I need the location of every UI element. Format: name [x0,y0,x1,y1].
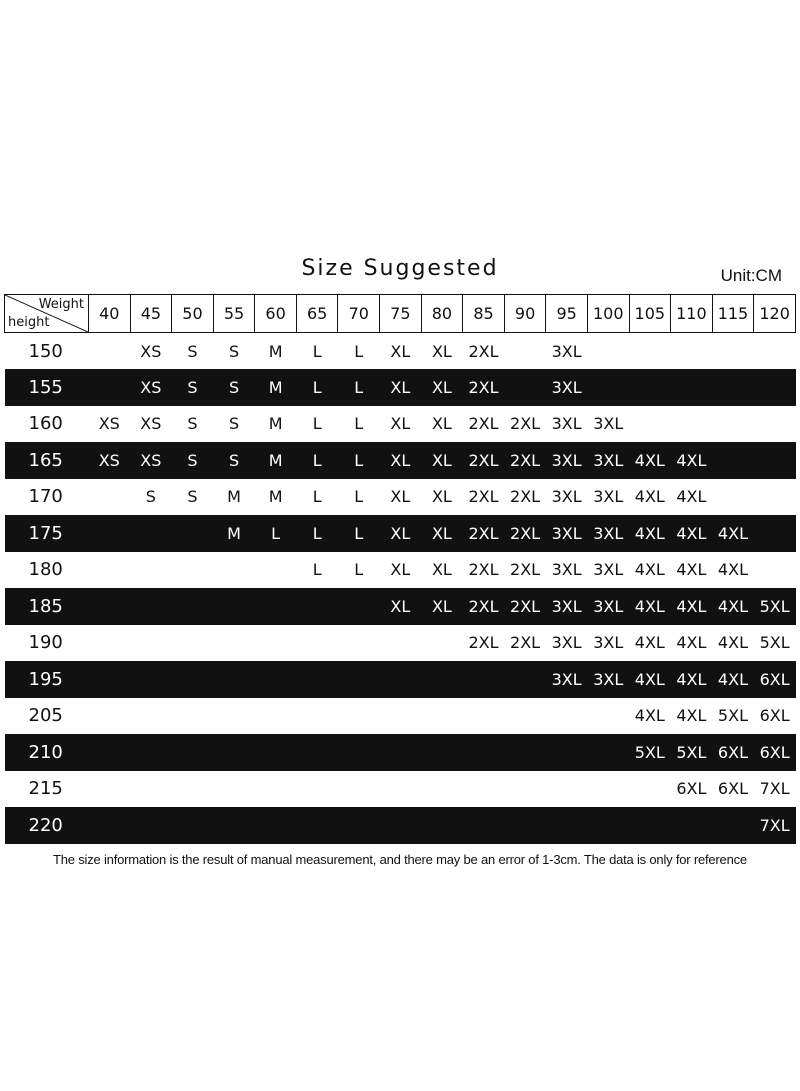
size-cell: L [312,450,322,470]
height-cell: 165 [28,449,63,471]
size-cell: S [228,377,240,397]
size-rows [5,333,796,844]
size-cell: 4XL [676,706,707,726]
size-cell: L [312,487,322,507]
size-cell: XL [390,523,411,543]
size-cell: S [228,414,240,434]
size-cell: L [312,560,322,580]
table-row [5,406,796,443]
size-cell [255,771,297,808]
weight-header-row [5,295,796,333]
size-cell [463,734,505,771]
size-cell [754,369,796,406]
size-cell [89,734,131,771]
weight-header-cell: 60 [255,295,297,333]
size-cell: M [227,523,241,543]
size-cell [338,698,380,735]
size-cell: XS [140,377,162,397]
table-row [5,698,796,735]
size-cell [546,734,588,771]
size-cell: 2XL [468,341,499,361]
size-cell [89,771,131,808]
size-cell [255,698,297,735]
size-cell: 2XL [510,450,541,470]
size-cell: 6XL [759,669,790,689]
size-cell [587,333,629,370]
size-cell: 3XL [551,414,582,434]
size-cell: 2XL [510,487,541,507]
size-cell [172,807,214,844]
size-cell: 3XL [551,341,582,361]
height-cell: 180 [28,559,63,581]
size-cell: 4XL [634,560,665,580]
size-cell: 4XL [634,487,665,507]
weight-label: Weight [38,297,84,312]
size-cell: 2XL [468,523,499,543]
size-cell: 4XL [676,669,707,689]
weight-header-cell: 95 [546,295,588,333]
size-cell [380,661,422,698]
size-cell: 2XL [468,560,499,580]
weight-header-cell: 45 [130,295,172,333]
size-cell [587,698,629,735]
size-cell [546,771,588,808]
size-cell: XL [431,414,452,434]
size-cell [629,807,671,844]
size-cell [380,734,422,771]
size-cell: 2XL [468,633,499,653]
size-cell [255,734,297,771]
height-cell: 195 [28,668,63,690]
size-cell: 4XL [634,669,665,689]
size-cell [463,661,505,698]
size-cell: 3XL [551,669,582,689]
size-cell: XL [390,414,411,434]
size-cell: 6XL [759,742,790,762]
size-cell [213,734,255,771]
size-cell [754,442,796,479]
size-cell [89,333,131,370]
size-cell [671,333,713,370]
height-cell: 150 [28,340,63,362]
size-cell [380,625,422,662]
size-cell [629,369,671,406]
size-cell [89,369,131,406]
size-cell: XS [140,414,162,434]
size-cell: 3XL [551,560,582,580]
size-cell [172,588,214,625]
size-cell: S [187,414,198,434]
size-cell: S [187,341,198,361]
size-cell: XL [431,341,452,361]
size-cell: L [312,414,322,434]
size-cell [89,698,131,735]
height-cell: 155 [28,376,63,398]
size-cell [712,333,754,370]
weight-header-cell: 85 [463,295,505,333]
weight-header-cell: 90 [504,295,546,333]
size-cell: S [228,341,240,361]
weight-header-cell: 80 [421,295,463,333]
size-cell: L [354,377,364,397]
size-cell [338,625,380,662]
size-cell: 3XL [593,560,624,580]
size-cell [130,661,172,698]
size-cell [296,661,338,698]
weight-header-cell: 40 [89,295,131,333]
size-cell: 3XL [593,523,624,543]
size-cell [380,771,422,808]
size-cell: L [312,341,322,361]
size-cell [213,625,255,662]
size-cell: 3XL [593,633,624,653]
size-cell [712,406,754,443]
size-cell: 4XL [676,523,707,543]
size-cell [213,698,255,735]
size-cell: M [268,377,283,397]
size-cell [213,552,255,589]
size-cell: M [268,487,283,507]
size-cell: 3XL [593,450,624,470]
size-cell: S [145,487,156,507]
size-cell: XL [431,523,452,543]
size-cell [754,552,796,589]
size-cell: XS [98,450,120,470]
table-row [5,807,796,844]
size-cell [380,698,422,735]
size-cell: 4XL [676,487,707,507]
size-cell [754,515,796,552]
size-cell [89,515,131,552]
size-cell [504,698,546,735]
size-cell [89,588,131,625]
table-row [5,661,796,698]
size-cell: S [187,487,198,507]
size-cell [296,734,338,771]
size-cell [213,588,255,625]
size-cell [754,479,796,516]
size-cell: XL [390,487,411,507]
size-cell: L [354,341,364,361]
size-cell: 3XL [551,596,582,616]
size-cell: M [268,450,283,470]
size-cell [712,369,754,406]
height-label: height [8,315,50,330]
size-cell [712,479,754,516]
weight-header-cell: 115 [712,295,754,333]
size-cell: M [268,341,283,361]
size-cell: 3XL [551,377,582,397]
size-cell [463,698,505,735]
size-cell: XS [140,341,162,361]
size-cell [629,406,671,443]
size-cell: 4XL [717,560,748,580]
size-cell [504,807,546,844]
height-cell: 210 [28,741,63,763]
table-row [5,333,796,370]
size-cell [172,515,214,552]
size-cell: 3XL [551,633,582,653]
size-cell: 4XL [676,596,707,616]
table-row [5,588,796,625]
size-cell: 6XL [676,779,707,799]
size-cell [421,698,463,735]
size-cell [380,807,422,844]
size-cell [130,771,172,808]
size-cell [504,734,546,771]
weight-header-cell: 65 [296,295,338,333]
size-cell: 6XL [759,706,790,726]
size-cell: 7XL [759,815,790,835]
size-cell [89,807,131,844]
height-cell: 170 [28,486,63,508]
size-cell: S [187,377,198,397]
size-cell: XL [390,341,411,361]
size-cell: 4XL [717,633,748,653]
size-cell [546,698,588,735]
size-cell [338,734,380,771]
size-cell [587,807,629,844]
height-cell: 160 [28,413,63,435]
size-cell: 2XL [510,596,541,616]
height-cell: 190 [28,632,63,654]
height-cell: 175 [28,522,63,544]
weight-header-cell: 100 [587,295,629,333]
size-cell: XL [431,450,452,470]
size-cell [671,406,713,443]
size-cell [130,588,172,625]
size-cell: 3XL [551,487,582,507]
weight-header-cell: 70 [338,295,380,333]
size-cell [587,771,629,808]
size-cell: 3XL [593,487,624,507]
size-cell: 4XL [634,633,665,653]
size-cell [504,771,546,808]
size-cell: 2XL [468,377,499,397]
size-cell [421,661,463,698]
size-cell: L [312,523,322,543]
weight-header-cell: 110 [671,295,713,333]
size-cell [754,333,796,370]
size-cell [255,807,297,844]
table-row [5,442,796,479]
size-cell [463,771,505,808]
weight-header-cell: 105 [629,295,671,333]
size-cell: L [312,377,322,397]
unit-label: Unit:CM [720,266,782,285]
table-row [5,515,796,552]
size-cell: 3XL [551,523,582,543]
size-cell [89,661,131,698]
size-cell [671,807,713,844]
size-cell [671,369,713,406]
size-cell [504,661,546,698]
size-cell [255,552,297,589]
size-cell: 2XL [468,450,499,470]
size-cell: 4XL [717,523,748,543]
size-cell [504,333,546,370]
size-cell [172,661,214,698]
size-cell: M [268,414,283,434]
size-cell [255,661,297,698]
size-cell [296,771,338,808]
size-cell: 4XL [634,706,665,726]
size-cell: XL [431,377,452,397]
size-cell: 2XL [468,487,499,507]
size-cell: XL [390,450,411,470]
size-cell: L [354,560,364,580]
size-cell [296,588,338,625]
size-cell [463,807,505,844]
size-cell [421,625,463,662]
size-cell [587,369,629,406]
size-cell: S [228,450,240,470]
size-cell: M [227,487,241,507]
size-cell: 2XL [510,414,541,434]
weight-header-cell: 50 [172,295,214,333]
size-cell: L [354,523,364,543]
size-cell [587,734,629,771]
size-cell: 4XL [634,523,665,543]
size-cell [421,734,463,771]
size-cell: XL [390,377,411,397]
size-cell: XS [98,414,120,434]
size-cell: 2XL [468,414,499,434]
size-cell [338,771,380,808]
corner-cell [5,295,89,333]
size-cell: 3XL [593,596,624,616]
size-cell: L [354,414,364,434]
table-row [5,552,796,589]
size-cell [338,588,380,625]
height-cell: 215 [28,778,63,800]
size-cell: L [354,487,364,507]
size-cell: 2XL [510,560,541,580]
size-cell [172,771,214,808]
size-cell [130,515,172,552]
size-cell [712,442,754,479]
size-cell: 3XL [551,450,582,470]
size-cell: 6XL [717,779,748,799]
height-cell: 220 [28,814,63,836]
size-cell [629,771,671,808]
size-cell [213,807,255,844]
size-cell [296,625,338,662]
size-cell: 4XL [676,633,707,653]
size-cell: S [187,450,198,470]
size-cell [546,807,588,844]
size-cell [130,625,172,662]
size-cell: L [271,523,281,543]
table-row [5,771,796,808]
size-cell: 4XL [676,560,707,580]
page-title: Size Suggested [301,256,499,281]
size-cell [213,771,255,808]
size-cell [629,333,671,370]
size-cell: XL [390,560,411,580]
size-cell [504,369,546,406]
weight-header-cell: 55 [213,295,255,333]
size-cell: XL [431,596,452,616]
size-cell: 4XL [676,450,707,470]
size-cell: 4XL [717,596,748,616]
size-cell: XL [431,487,452,507]
size-cell [172,552,214,589]
height-cell: 185 [28,595,63,617]
size-cell [296,698,338,735]
size-cell: 4XL [717,669,748,689]
size-cell: 2XL [468,596,499,616]
size-cell [89,479,131,516]
size-cell [130,807,172,844]
size-cell [296,807,338,844]
table-row [5,369,796,406]
size-cell [712,807,754,844]
size-cell: 7XL [759,779,790,799]
size-cell [213,661,255,698]
size-cell [130,552,172,589]
size-chart-table [4,294,796,844]
size-cell: 5XL [676,742,707,762]
size-cell: 3XL [593,414,624,434]
height-cell: 205 [28,705,63,727]
size-cell: 6XL [717,742,748,762]
size-cell [754,406,796,443]
weight-header-cell: 75 [380,295,422,333]
size-cell [89,552,131,589]
size-cell [130,698,172,735]
size-cell [172,734,214,771]
size-cell: XL [431,560,452,580]
size-cell [338,807,380,844]
size-cell: 2XL [510,633,541,653]
size-cell: 5XL [759,633,790,653]
size-cell: 4XL [634,450,665,470]
size-cell [89,625,131,662]
size-cell [421,771,463,808]
size-cell [172,698,214,735]
size-cell: 4XL [634,596,665,616]
table-row [5,479,796,516]
size-cell [338,661,380,698]
table-row [5,734,796,771]
size-cell: 5XL [634,742,665,762]
size-cell: 3XL [593,669,624,689]
table-row [5,625,796,662]
size-cell [421,807,463,844]
size-cell: XL [390,596,411,616]
size-cell: 5XL [759,596,790,616]
size-cell: 5XL [717,706,748,726]
size-cell [255,588,297,625]
weight-header-cell: 120 [754,295,796,333]
size-cell: 2XL [510,523,541,543]
size-cell [255,625,297,662]
size-cell: XS [140,450,162,470]
footnote: The size information is the result of manual measurement, and there may be an error of 1-3cm. The data is only for reference [53,852,747,867]
size-cell [172,625,214,662]
size-cell [130,734,172,771]
size-cell: L [354,450,364,470]
